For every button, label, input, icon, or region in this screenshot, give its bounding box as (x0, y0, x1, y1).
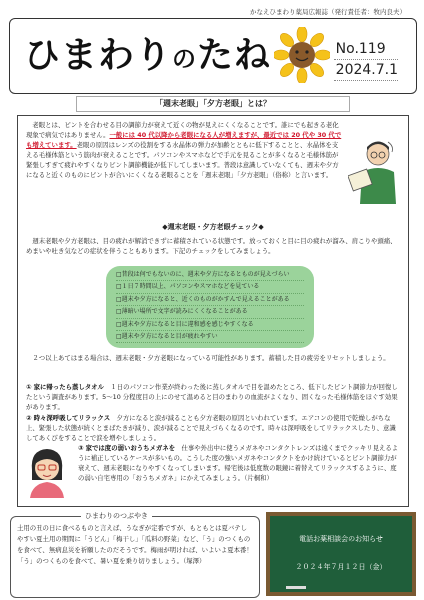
check-item[interactable]: □薄暗い場所で文字が読みにくくなることがある (116, 306, 304, 318)
issue-date: 2024.7.1 (334, 60, 398, 81)
title-end: たね (197, 35, 272, 76)
check-item[interactable]: □週末や夕方になると目に違和感を感じやすくなる (116, 319, 304, 331)
column-text: 土用の丑の日に食べるものと言えば、うなぎが定番ですが、もともとは夏バテしやすい夏土用の期間に「うどん」「梅干し」「瓜料の野菜」など、「う」のつくものを食べて、無病息災を祈願したのだそうです。梅雨が明ければ、いよいよ夏本番！「う」のつくものを食べて、暑い夏を乗り切りましょう。（塚澤） (17, 524, 253, 565)
main-article (17, 115, 409, 507)
check-item[interactable]: □週末や夕方になると、近くのものがかすんで見えることがある (116, 294, 304, 306)
sunflower-icon (274, 27, 330, 83)
tip-body: 夕方になると涙が減ることも夕方老眼の原因といわれています。エアコンの使用で乾燥しがちな上、緊張した状態が続くとまばたきが減り、涙が減ることで見えづらくなるのです。時々は深呼吸をしてリラックスしたり、意識してあくびをすることで涙を増やしましょう。 (26, 414, 396, 442)
title-particle: の (172, 45, 198, 73)
checklist-outro: ２つ以上あてはまる場合は、週末老眼・夕方老眼になっている可能性があります。蓄積した目の疲労をリセットしましょう。 (26, 354, 390, 362)
column-box (10, 512, 260, 598)
intro-paragraph (26, 120, 344, 180)
column-header: ひまわりのつぶやき (81, 511, 152, 521)
intro-text-2: 老眼の原因はレンズの役割をする水晶体の弾力が加齢とともに低下することと、水晶体を支える毛様体筋という筋肉が衰えることです。パソコンやスマホなどで手元を見ることが多くなると毛様体筋が緊張しすぎて疲れやすくなりピント調節機能が低下してしまいます。普段は意識していなくても、週末や夕方になると近くのものにピントが合いにくくなる老眼ることを「週末老眼」「夕方老眼」（俗称）と言います。 (26, 141, 339, 179)
man-reading-icon (348, 138, 404, 204)
woman-glasses-icon (24, 446, 70, 498)
checklist-box (106, 266, 314, 348)
tip-heading: ② 時々深呼吸してリラックス (26, 414, 111, 422)
check-item[interactable]: □１日７時間以上、パソコンやスマホなどを見ている (116, 281, 304, 293)
checklist-title: ◆週末老眼・夕方老眼チェック◆ (162, 223, 264, 231)
article-headline: 「週末老眼」「夕方老眼」とは？ (76, 96, 350, 112)
notice-title: 電話お薬相談会のお知らせ (299, 535, 383, 543)
checklist-intro: 週末老眼や夕方老眼は、目の疲れが解消できずに蓄積されている状態です。放っておくと目に目の疲れが溜み、肩こりや頭痛、めまいや吐き気などの症状を伴うこともあります。下記のチェックをしてみましょう。 (26, 237, 397, 255)
tip-heading: ① 家に帰ったら蒸しタオル (26, 383, 104, 391)
check-item[interactable]: □昔段は何でもないのに、週末や夕方になるとものが見えづらい (116, 269, 304, 281)
issue-number: No.119 (334, 39, 398, 60)
tip-body: １日のパソコン作業が終わった後に蒸しタオルで目を温めたところ、低下したピント調節力が回復したという調査があります。5〜10 分程度目の上にのせて温めると目のまわりの血流がよくなり、固くなった毛様体筋をほぐす効果があります。 (26, 383, 398, 411)
title-main: ひまわり (24, 35, 173, 76)
tip-steam-towel (26, 382, 400, 412)
tip-deep-breath (26, 413, 400, 443)
notice-chalkboard (266, 512, 416, 596)
publisher-line: かなえひまわり薬局広報誌（発行責任者：牧内良夫） (250, 8, 406, 16)
issue-info (334, 39, 398, 81)
newsletter-title (24, 27, 271, 78)
notice-date: ２０２４年７月１２日（金） (295, 563, 387, 571)
intro-text-1: 老眼とは、ピントを合わせる目の調節力が衰えて近くの物が見えにくくなることです。誰にでも起きる老化現象で病気ではありません。 (26, 121, 339, 139)
tip-home-glasses (78, 443, 400, 483)
chalk-icon (286, 586, 306, 589)
tip-body: 仕事や外出中に使うメガネやコンタクトレンズは遠くまでクッキリ見えるように補正しているケースが多いもの。こうした度の強いメガネやコンタクトをかけ続けているとピント調節力が衰えて、週末老眼になりやすくなってしまいます。帰宅後は低度数の眼鏡に着替えてリラックスするように、度の弱い自宅専用の「おうちメガネ」にかえてみましょう。（片桐和） (78, 444, 399, 482)
intro-highlight: 一般には 40 代以降から老眼になる人が増えますが、最近では 20 代や 30 代でも増えています。 (26, 131, 342, 149)
masthead (9, 18, 417, 94)
tip-heading: ③ 家では度の弱いおうちメガネを (78, 444, 176, 452)
check-item[interactable]: □週末や夕方になると目が疲れやすい (116, 331, 304, 343)
